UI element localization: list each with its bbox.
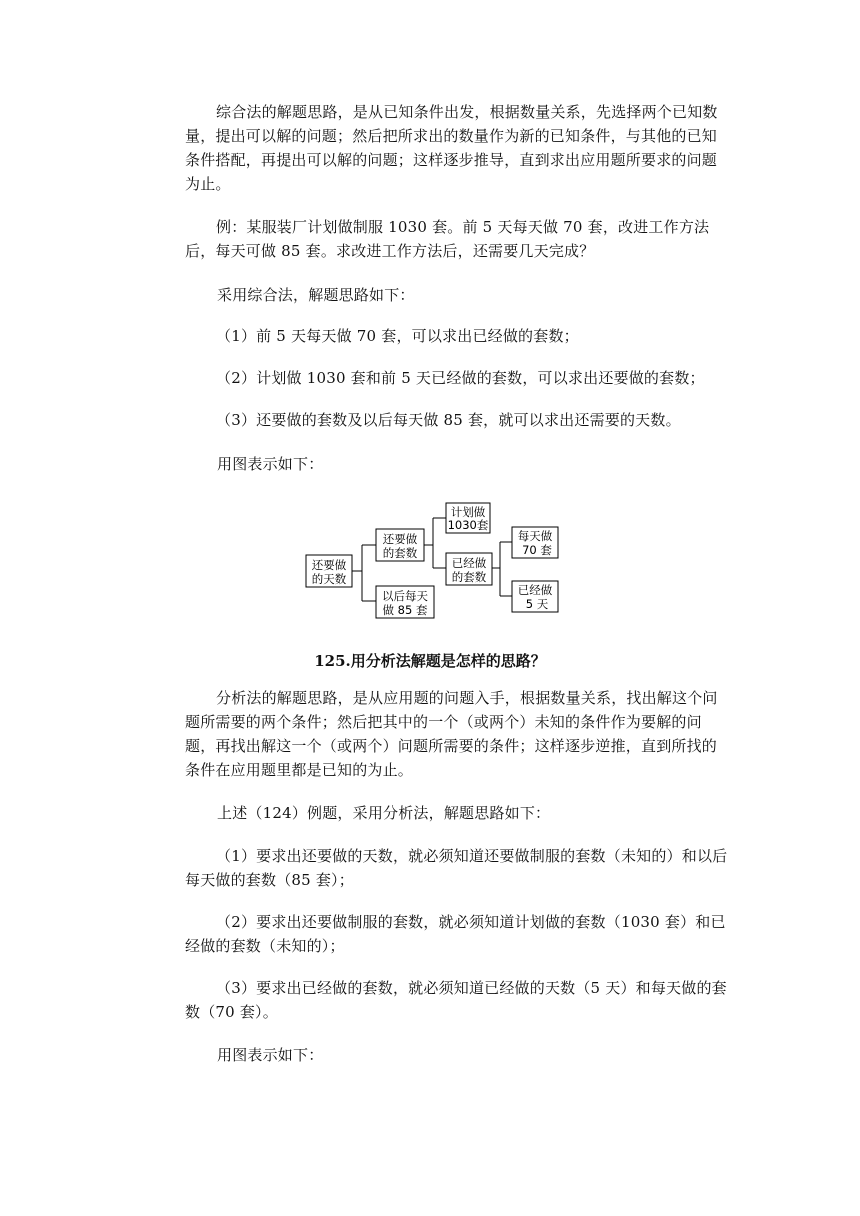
svg-text:计划做: 计划做	[450, 505, 486, 519]
box-daily-after	[376, 586, 434, 618]
synthesis-intro: 采用综合法，解题思路如下：	[217, 286, 415, 304]
svg-text:的天数: 的天数	[311, 572, 347, 586]
synthesis-step-2: （2）计划做 1030 套和前 5 天已经做的套数，可以求出还要做的套数；	[216, 369, 705, 387]
analysis-step-2: （2）要求出还要做制服的套数，就必须知道计划做的套数（1030 套）和已经做的套数（未知的）；	[185, 913, 726, 955]
svg-text:做 85 套: 做 85 套	[382, 603, 428, 617]
svg-text:已经做: 已经做	[517, 583, 553, 597]
analysis-intro: 上述（124）例题，采用分析法，解题思路如下：	[217, 804, 551, 822]
analysis-step-3: （3）要求出已经做的套数，就必须知道已经做的天数（5 天）和每天做的套数（70 套）。	[185, 979, 727, 1021]
svg-text:1030套: 1030套	[447, 518, 489, 532]
svg-text:已经做: 已经做	[451, 556, 487, 570]
svg-text:还要做: 还要做	[311, 558, 347, 572]
box-root-days	[306, 555, 352, 587]
section-heading: 125.用分析法解题是怎样的思路？	[314, 652, 546, 670]
diagram-intro-1: 用图表示如下：	[217, 455, 324, 473]
svg-text:的套数: 的套数	[451, 570, 487, 584]
box-planned	[446, 503, 490, 533]
svg-text:以后每天: 以后每天	[382, 589, 428, 603]
box-done-days	[512, 581, 558, 612]
svg-text:每天做: 每天做	[517, 529, 553, 543]
box-done-sets	[446, 553, 492, 585]
analysis-paragraph: 分析法的解题思路，是从应用题的问题入手，根据数量关系，找出解这个问题所需要的两个条件；然后把其中的一个（或两个）未知的条件作为要解的问题，再找出解这一个（或两个）问题所需要的条件；这样逐步逆推，直到所找的条件在应用题里都是已知的为止。	[185, 689, 718, 779]
box-remaining-sets	[376, 529, 424, 561]
example-paragraph: 例：某服装厂计划做制服 1030 套。前 5 天每天做 70 套，改进工作方法后，每天可做 85 套。求改进工作方法后，还需要几天完成？	[185, 218, 710, 260]
synthesis-step-1: （1）前 5 天每天做 70 套，可以求出已经做的套数；	[216, 327, 579, 345]
analysis-step-1: （1）要求出还要做的天数，就必须知道还要做制服的套数（未知的）和以后每天做的套数（85 套）；	[185, 847, 728, 889]
box-daily	[512, 527, 558, 558]
intro-paragraph: 综合法的解题思路，是从已知条件出发，根据数量关系，先选择两个已知数量，提出可以解的问题；然后把所求出的数量作为新的已知条件，与其他的已知条件搭配，再提出可以解的问题；这样逐步推导，直到求出应用题所要求的问题为止。	[185, 103, 718, 193]
svg-text:70 套: 70 套	[522, 543, 552, 557]
synthesis-step-3: （3）还要做的套数及以后每天做 85 套，就可以求出还需要的天数。	[216, 411, 681, 429]
diagram-intro-2: 用图表示如下：	[217, 1046, 324, 1064]
svg-text:还要做: 还要做	[382, 532, 418, 546]
svg-text:5 天: 5 天	[525, 597, 549, 611]
svg-text:的套数: 的套数	[382, 546, 418, 560]
